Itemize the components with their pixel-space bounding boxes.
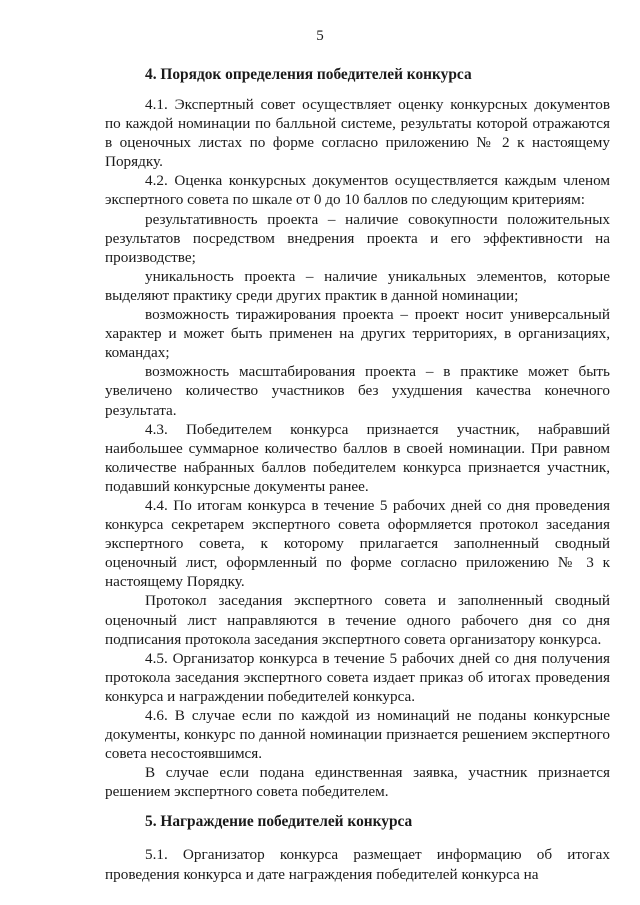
criterion-effectiveness: результативность проекта – наличие совокупности положительных результатов посредством внедрения проекта и его эффективности на производстве; [105,210,610,266]
paragraph-4-5: 4.5. Организатор конкурса в течение 5 рабочих дней со дня получения протокола заседания экспертного совета издает приказ об итогах проведения конкурса и награждении победителей конкурса. [105,649,610,705]
document-body [105,65,610,884]
paragraph-5-1: 5.1. Организатор конкурса размещает информацию об итогах проведения конкурса и дате награждения победителей конкурса на [105,846,610,883]
paragraph-4-3: 4.3. Победителем конкурса признается участник, набравший наибольшее суммарное количество баллов в своей номинации. При равном количестве набранных баллов победителем конкурса признается участник, подавший конкурсные документы ранее. [105,420,610,495]
page-number: 5 [316,28,324,44]
paragraph-4-2: 4.2. Оценка конкурсных документов осуществляется каждым членом экспертного совета по шкале от 0 до 10 баллов по следующим критериям: [105,172,610,209]
criterion-scalability: возможность масштабирования проекта – в практике может быть увеличено количество участников без ухудшения качества конечного результата. [105,363,610,419]
paragraph-single-application: В случае если подана единственная заявка, участник признается решением экспертного совета победителем. [105,764,610,801]
section-5-title: 5. Награждение победителей конкурса [145,813,413,831]
criterion-uniqueness: уникальность проекта – наличие уникальных элементов, которые выделяют практику среди других практик в данной номинации; [105,267,610,304]
paragraph-4-6: 4.6. В случае если по каждой из номинаций не поданы конкурсные документы, конкурс по данной номинации признается решением экспертного совета несостоявшимся. [105,707,610,763]
paragraph-4-4: 4.4. По итогам конкурса в течение 5 рабочих дней со дня проведения конкурса секретарем экспертного совета оформляется протокол заседания экспертного совета, к которому прилагается заполненный сводный оценочный лист, оформленный по форме согласно приложению № 3 к настоящему Порядку. [105,496,610,591]
paragraph-4-1: 4.1. Экспертный совет осуществляет оценку конкурсных документов по каждой номинации по балльной системе, результаты которой отражаются в оценочных листах по форме согласно приложению № 2 к настоящему Порядку. [105,96,610,171]
section-4-title: 4. Порядок определения победителей конкурса [145,66,472,83]
paragraph-protocol: Протокол заседания экспертного совета и заполненный сводный оценочный лист направляются в течение одного рабочего дня со дня подписания протокола заседания экспертного совета организатору конкурса. [105,592,610,648]
criterion-replicability: возможность тиражирования проекта – проект носит универсальный характер и может быть применен на других территориях, в организациях, командах; [105,306,610,362]
